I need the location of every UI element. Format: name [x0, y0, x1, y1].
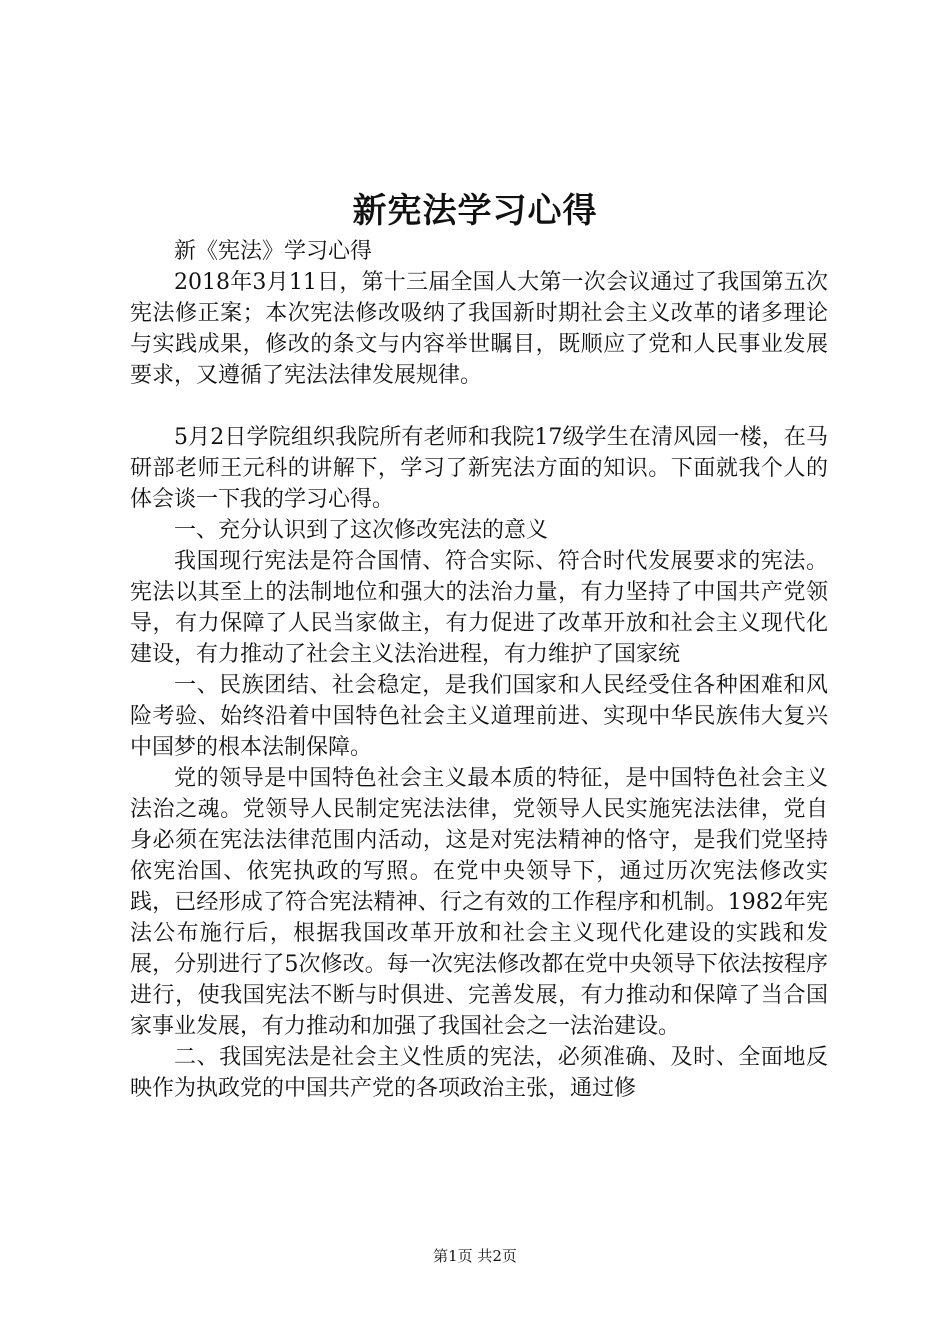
paragraph-intro: 2018年3月11日，第十三届全国人大第一次会议通过了我国第五次宪法修正案；本次宪法修改吸纳了我国新时期社会主义改革的诸多理论与实践成果，修改的条文与内容举世瞩目，既顺应了党和人民事业发展要求，又遵循了宪法法律发展规律。 [130, 270, 828, 388]
paragraph-party-leadership: 党的领导是中国特色社会主义最本质的特征，是中国特色社会主义法治之魂。党领导人民制定宪法法律，党领导人民实施宪法法律，党自身必须在宪法法律范围内活动，这是对宪法精神的恪守，是我们党坚持依宪治国、依宪执政的写照。在党中央领导下，通过历次宪法修改实践，已经形成了符合宪法精神、行之有效的工作程序和机制。1982年宪法公布施行后，根据我国改革开放和社会主义现代化建设的实践和发展，分别进行了5次修改。每一次宪法修改都在党中央领导下依法按程序进行，使我国宪法不断与时俱进、完善发展，有力推动和保障了当合国家事业发展，有力推动和加强了我国社会之一法治建设。 [130, 766, 828, 1039]
subtitle-paragraph: 新《宪法》学习心得 [174, 239, 373, 264]
document-title: 新宪法学习心得 [352, 191, 598, 231]
page-number-footer: 第1页 共2页 [433, 1247, 517, 1265]
paragraph-current-constitution: 我国现行宪法是符合国情、符合实际、符合时代发展要求的宪法。宪法以其至上的法制地位和强大的法治力量，有力坚持了中国共产党领导，有力保障了人民当家做主，有力促进了改革开放和社会主义现代化建设，有力推动了社会主义法治进程，有力维护了国家统 [130, 549, 828, 667]
paragraph-national-unity: 一、民族团结、社会稳定，是我们国家和人民经受住各种困难和风险考验、始终沿着中国特色社会主义道理前进、实现中华民族伟大复兴中国梦的根本法制保障。 [130, 673, 828, 760]
section-heading-1: 一、充分认识到了这次修改宪法的意义 [174, 518, 549, 543]
section-heading-2: 二、我国宪法是社会主义性质的宪法，必须准确、及时、全面地反映作为执政党的中国共产党的各项政治主张，通过修 [130, 1045, 828, 1101]
document-body [130, 236, 828, 1104]
paragraph-study-session: 5月2日学院组织我院所有老师和我院17级学生在清风园一楼，在马研部老师王元科的讲解下，学习了新宪法方面的知识。下面就我个人的体会谈一下我的学习心得。 [130, 425, 828, 512]
